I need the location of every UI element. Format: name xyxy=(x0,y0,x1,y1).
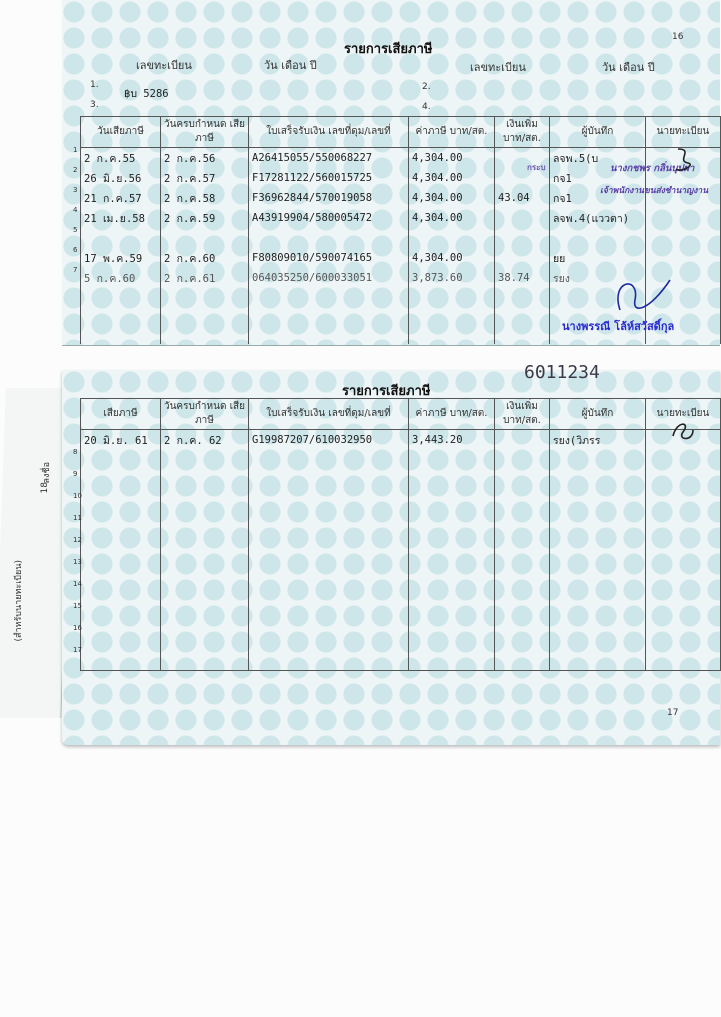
receipt-number: A26415055/550068227 xyxy=(249,148,409,169)
row-number: 5 xyxy=(73,226,78,234)
tax-amount: 4,304.00 xyxy=(409,168,495,188)
page-number: 17 xyxy=(667,708,679,718)
col-header: ผู้บันทึก xyxy=(550,399,646,430)
table-row xyxy=(81,516,721,538)
table-row xyxy=(81,430,721,451)
reg-slot-no: 4. xyxy=(422,102,431,112)
table-row xyxy=(81,560,721,582)
row-number: 6 xyxy=(73,246,78,254)
extra-amount xyxy=(495,228,550,248)
page-number: 16 xyxy=(672,32,684,42)
col-header: เงินเพิ่ม บาท/สต. xyxy=(495,399,550,430)
due-date xyxy=(161,228,249,248)
col-header: วันเสียภาษี xyxy=(81,117,161,148)
signature-mark xyxy=(610,270,690,320)
initial-mark xyxy=(667,416,697,446)
extra-amount xyxy=(495,430,550,451)
row-number: 11 xyxy=(73,514,82,522)
table-row xyxy=(81,538,721,560)
col-header: วันครบกำหนด เสียภาษี xyxy=(161,117,249,148)
tax-amount: 4,304.00 xyxy=(409,188,495,208)
row-number: 13 xyxy=(73,558,82,566)
recorder: ลจพ.4(แววตา) xyxy=(550,208,646,228)
paid-date: 20 มิ.ย. 61 xyxy=(84,434,148,447)
col-header: นายทะเบียน xyxy=(646,399,721,430)
col-header: นายทะเบียน xyxy=(646,117,721,148)
tax-record-page-16 xyxy=(62,0,720,346)
registrar xyxy=(646,248,721,268)
table-row xyxy=(81,450,721,472)
table-row xyxy=(81,472,721,494)
page-title: รายการเสียภาษี xyxy=(344,42,433,57)
col-header: ค่าภาษี บาท/สต. xyxy=(409,117,495,148)
stamp-note: กระบ xyxy=(527,163,546,172)
extra-amount xyxy=(495,248,550,268)
tax-amount: 3,443.20 xyxy=(409,430,495,451)
row-number: 14 xyxy=(73,580,82,588)
row-number: 8 xyxy=(73,448,78,456)
reg-slot-value: ฿บ 5286 xyxy=(124,88,169,100)
row-number: 10 xyxy=(73,492,82,500)
official-stamp-name: นางกชพร กลิ่นบุปผา xyxy=(610,163,695,174)
tax-amount: 4,304.00 xyxy=(409,248,495,268)
col-header: ใบเสร็จรับเงิน เลขที่ดุม/เลขที่ xyxy=(249,117,409,148)
table-header-row xyxy=(81,399,721,430)
col-header: วันครบกำหนด เสียภาษี xyxy=(161,399,249,430)
tax-amount xyxy=(409,228,495,248)
extra-amount xyxy=(495,208,550,228)
name-stamp: นางพรรณี โล้ห์สวัสดิ์กุล xyxy=(562,320,675,333)
paid-date: 17 พ.ค.59 xyxy=(84,252,143,265)
due-date: 2 ก.ค.61 xyxy=(161,268,249,288)
reg-slot-no: 2. xyxy=(422,82,431,92)
recorder: ลจพ.5(บ xyxy=(550,148,646,169)
registrar xyxy=(646,208,721,228)
due-date: 2 ก.ค.58 xyxy=(161,188,249,208)
registrar xyxy=(646,228,721,248)
receipt-number: A43919904/580005472 xyxy=(249,208,409,228)
receipt-number xyxy=(249,228,409,248)
table-row xyxy=(81,248,721,268)
header-reg-left: เลขทะเบียน xyxy=(136,59,192,72)
receipt-number: G19987207/610032950 xyxy=(249,430,409,451)
header-date-right: วัน เดือน ปี xyxy=(602,61,655,74)
tax-amount: 3,873.60 xyxy=(409,268,495,288)
col-header: ใบเสร็จรับเงิน เลขที่ดุม/เลขที่ xyxy=(249,399,409,430)
row-number: 3 xyxy=(73,186,78,194)
row-number: 9 xyxy=(73,470,78,478)
paid-date: 5 ก.ค.60 xyxy=(84,272,136,285)
header-reg-right: เลขทะเบียน xyxy=(470,61,526,74)
due-date: 2 ก.ค.57 xyxy=(161,168,249,188)
recorder: กจ1 xyxy=(550,188,646,208)
due-date: 2 ก.ค.56 xyxy=(161,148,249,169)
row-number: 12 xyxy=(73,536,82,544)
row-number: 16 xyxy=(73,624,82,632)
col-header: ค่าภาษี บาท/สต. xyxy=(409,399,495,430)
paid-date: 21 เม.ย.58 xyxy=(84,212,145,225)
table-row xyxy=(81,228,721,248)
recorder xyxy=(550,228,646,248)
tax-record-page-17 xyxy=(62,362,720,745)
official-stamp-title: เจ้าพนักงานขนส่งชำนาญงาน xyxy=(600,186,709,196)
table-row xyxy=(81,648,721,671)
table-row xyxy=(81,626,721,648)
row-number: 4 xyxy=(73,206,78,214)
row-number: 17 xyxy=(73,646,82,654)
page-title: รายการเสียภาษี xyxy=(342,384,431,399)
col-header: เงินเพิ่ม บาท/สต. xyxy=(495,117,550,148)
recorder: รยง xyxy=(550,268,646,288)
due-date: 2 ก.ค.60 xyxy=(161,248,249,268)
recorder: กจ1 xyxy=(550,168,646,188)
row-number: 1 xyxy=(73,146,78,154)
receipt-number: F17281122/560015725 xyxy=(249,168,409,188)
due-date: 2 ก.ค. 62 xyxy=(161,430,249,451)
side-tab-sign-label: ลงชื่อ xyxy=(42,462,52,484)
paid-date: 26 มิ.ย.56 xyxy=(84,172,142,185)
col-header: เสียภาษี xyxy=(81,399,161,430)
reg-slot-no: 1. xyxy=(90,80,99,90)
recorder: รยง(วิภรร xyxy=(550,430,646,451)
table-row xyxy=(81,582,721,604)
paid-date: 21 ก.ค.57 xyxy=(84,192,142,205)
initial-mark xyxy=(670,145,700,175)
header-date-left: วัน เดือน ปี xyxy=(264,59,317,72)
due-date: 2 ก.ค.59 xyxy=(161,208,249,228)
tax-amount: 4,304.00 xyxy=(409,208,495,228)
receipt-number: F36962844/570019058 xyxy=(249,188,409,208)
receipt-number: F80809010/590074165 xyxy=(249,248,409,268)
serial-number: 6011234 xyxy=(524,362,600,383)
extra-amount: 43.04 xyxy=(495,188,550,208)
paid-date: 2 ก.ค.55 xyxy=(84,152,136,165)
table-row xyxy=(81,208,721,228)
row-number: 7 xyxy=(73,266,78,274)
extra-amount: 38.74 xyxy=(495,268,550,288)
tax-amount: 4,304.00 xyxy=(409,148,495,169)
receipt-number: 064035250/600033051 xyxy=(249,268,409,288)
recorder: ยย xyxy=(550,248,646,268)
table-header-row xyxy=(81,117,721,148)
col-header: ผู้บันทึก xyxy=(550,117,646,148)
tax-table-bottom xyxy=(73,398,721,671)
reg-slot-no: 3. xyxy=(90,100,99,110)
table-row xyxy=(81,494,721,516)
row-number: 2 xyxy=(73,166,78,174)
row-number: 15 xyxy=(73,602,82,610)
side-tab-label: (สำหรับนายทะเบียน) xyxy=(14,560,24,642)
side-tab-number: 18 xyxy=(40,482,50,494)
table-row xyxy=(81,604,721,626)
